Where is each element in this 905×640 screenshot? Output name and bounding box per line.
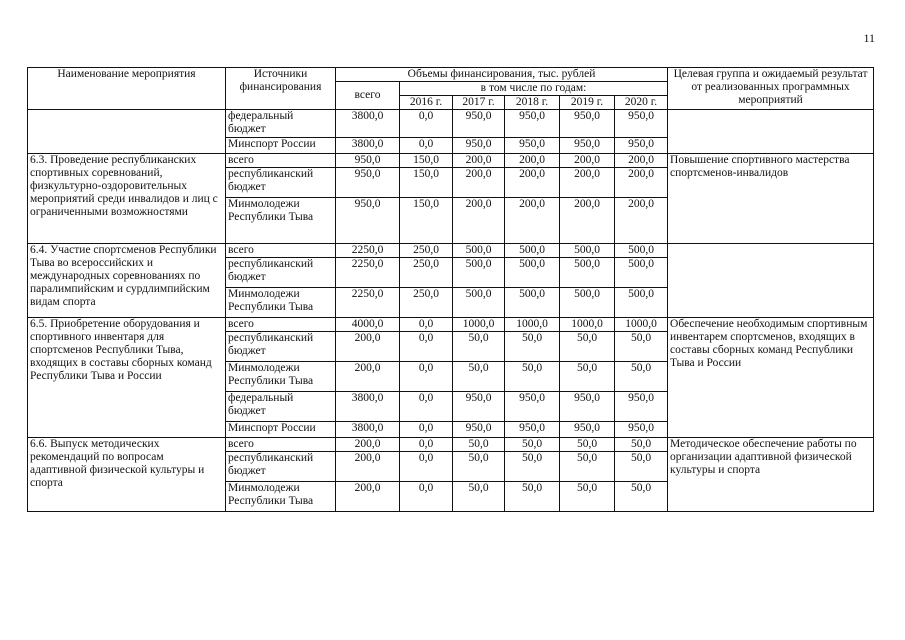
year-value-cell: 500,0 (453, 244, 505, 258)
year-value-cell: 50,0 (615, 482, 668, 512)
year-value-cell: 50,0 (505, 362, 560, 392)
year-value-cell: 150,0 (400, 198, 453, 244)
year-value-cell: 50,0 (615, 362, 668, 392)
funding-source-cell: республиканский бюджет (226, 258, 336, 288)
year-value-cell: 50,0 (560, 482, 615, 512)
year-value-cell: 950,0 (615, 392, 668, 422)
year-value-cell: 950,0 (615, 138, 668, 154)
header-year: 2019 г. (560, 96, 615, 110)
goal-cell (668, 244, 874, 318)
year-value-cell: 0,0 (400, 110, 453, 138)
table-row (28, 154, 874, 168)
year-value-cell: 50,0 (505, 438, 560, 452)
funding-source-cell: Минмолодежи Республики Тыва (226, 482, 336, 512)
activity-name-cell: 6.4. Участие спортсменов Республики Тыва во всероссийских и международных соревнованиях по паралимпийским и сурдлимпийским видам спорта (28, 244, 226, 318)
financing-table (27, 67, 874, 512)
funding-source-cell: Минмолодежи Республики Тыва (226, 198, 336, 244)
year-value-cell: 1000,0 (615, 318, 668, 332)
year-value-cell: 500,0 (615, 288, 668, 318)
total-cell: 2250,0 (336, 258, 400, 288)
funding-source-cell: республиканский бюджет (226, 168, 336, 198)
year-value-cell: 200,0 (560, 168, 615, 198)
year-value-cell: 50,0 (560, 452, 615, 482)
activity-name-cell: 6.3. Проведение республиканских спортивных соревнований, физкультурно-оздоровительных мероприятий среди инвалидов и лиц с ограниченными возможностями (28, 154, 226, 244)
year-value-cell: 500,0 (560, 258, 615, 288)
year-value-cell: 50,0 (560, 362, 615, 392)
funding-source-cell: Минспорт России (226, 138, 336, 154)
year-value-cell: 250,0 (400, 258, 453, 288)
year-value-cell: 500,0 (453, 258, 505, 288)
year-value-cell: 200,0 (615, 154, 668, 168)
total-cell: 3800,0 (336, 392, 400, 422)
page-number: 11 (863, 31, 875, 45)
year-value-cell: 500,0 (453, 288, 505, 318)
year-value-cell: 200,0 (453, 154, 505, 168)
total-cell: 200,0 (336, 438, 400, 452)
funding-source-cell: Минмолодежи Республики Тыва (226, 288, 336, 318)
funding-source-cell: федеральный бюджет (226, 392, 336, 422)
year-value-cell: 200,0 (505, 168, 560, 198)
year-value-cell: 50,0 (453, 438, 505, 452)
year-value-cell: 950,0 (453, 392, 505, 422)
goal-cell: Методическое обеспечение работы по организации адаптивной физической культуры и спорта (668, 438, 874, 512)
year-value-cell: 0,0 (400, 438, 453, 452)
year-value-cell: 500,0 (505, 244, 560, 258)
total-cell: 2250,0 (336, 288, 400, 318)
year-value-cell: 0,0 (400, 422, 453, 438)
year-value-cell: 0,0 (400, 138, 453, 154)
year-value-cell: 950,0 (560, 422, 615, 438)
total-cell: 2250,0 (336, 244, 400, 258)
year-value-cell: 1000,0 (453, 318, 505, 332)
funding-source-cell: республиканский бюджет (226, 452, 336, 482)
table-row (28, 318, 874, 332)
year-value-cell: 500,0 (560, 288, 615, 318)
year-value-cell: 500,0 (505, 288, 560, 318)
total-cell: 200,0 (336, 482, 400, 512)
table-body (28, 110, 874, 512)
header-year: 2016 г. (400, 96, 453, 110)
funding-source-cell: Минспорт России (226, 422, 336, 438)
funding-source-cell: всего (226, 438, 336, 452)
year-value-cell: 50,0 (505, 452, 560, 482)
goal-cell (668, 110, 874, 154)
year-value-cell: 150,0 (400, 154, 453, 168)
year-value-cell: 0,0 (400, 392, 453, 422)
year-value-cell: 250,0 (400, 288, 453, 318)
year-value-cell: 0,0 (400, 332, 453, 362)
year-value-cell: 950,0 (505, 110, 560, 138)
year-value-cell: 1000,0 (560, 318, 615, 332)
year-value-cell: 0,0 (400, 318, 453, 332)
header-source: Источники финансирования (226, 68, 336, 110)
header-goal: Целевая группа и ожидаемый результат от реализованных программных мероприятий (668, 68, 874, 110)
header-volume: Объемы финансирования, тыс. рублей (336, 68, 668, 82)
year-value-cell: 150,0 (400, 168, 453, 198)
activity-name-cell: 6.6. Выпуск методических рекомендаций по вопросам адаптивной физической культуры и спорта (28, 438, 226, 512)
funding-source-cell: всего (226, 244, 336, 258)
year-value-cell: 950,0 (453, 422, 505, 438)
funding-source-cell: республиканский бюджет (226, 332, 336, 362)
year-value-cell: 50,0 (505, 482, 560, 512)
year-value-cell: 500,0 (505, 258, 560, 288)
total-cell: 200,0 (336, 362, 400, 392)
year-value-cell: 50,0 (560, 332, 615, 362)
activity-name-cell: 6.5. Приобретение оборудования и спортивного инвентаря для спортсменов Республики Тыва, входящих в составы сборных команд Республики Тыва и России (28, 318, 226, 438)
year-value-cell: 50,0 (615, 438, 668, 452)
header-year: 2017 г. (453, 96, 505, 110)
year-value-cell: 200,0 (453, 168, 505, 198)
total-cell: 3800,0 (336, 138, 400, 154)
year-value-cell: 950,0 (615, 110, 668, 138)
year-value-cell: 0,0 (400, 362, 453, 392)
total-cell: 950,0 (336, 154, 400, 168)
year-value-cell: 950,0 (505, 422, 560, 438)
year-value-cell: 50,0 (560, 438, 615, 452)
year-value-cell: 500,0 (560, 244, 615, 258)
total-cell: 200,0 (336, 452, 400, 482)
year-value-cell: 50,0 (453, 452, 505, 482)
funding-source-cell: федеральный бюджет (226, 110, 336, 138)
year-value-cell: 200,0 (615, 168, 668, 198)
year-value-cell: 50,0 (615, 452, 668, 482)
header-name: Наименование мероприятия (28, 68, 226, 110)
year-value-cell: 200,0 (560, 198, 615, 244)
total-cell: 3800,0 (336, 422, 400, 438)
year-value-cell: 950,0 (615, 422, 668, 438)
year-value-cell: 950,0 (560, 138, 615, 154)
year-value-cell: 50,0 (453, 362, 505, 392)
header-total: всего (336, 82, 400, 110)
year-value-cell: 200,0 (560, 154, 615, 168)
year-value-cell: 950,0 (505, 392, 560, 422)
year-value-cell: 0,0 (400, 482, 453, 512)
year-value-cell: 950,0 (453, 110, 505, 138)
year-value-cell: 50,0 (615, 332, 668, 362)
year-value-cell: 50,0 (453, 332, 505, 362)
table-row (28, 438, 874, 452)
goal-cell: Обеспечение необходимым спортивным инвентарем спортсменов, входящих в составы сборных команд Республики Тыва и России (668, 318, 874, 438)
year-value-cell: 200,0 (453, 198, 505, 244)
year-value-cell: 950,0 (560, 110, 615, 138)
activity-name-cell (28, 110, 226, 154)
year-value-cell: 500,0 (615, 244, 668, 258)
funding-source-cell: Минмолодежи Республики Тыва (226, 362, 336, 392)
year-value-cell: 950,0 (453, 138, 505, 154)
year-value-cell: 50,0 (453, 482, 505, 512)
header-year: 2020 г. (615, 96, 668, 110)
header-by-years: в том числе по годам: (400, 82, 668, 96)
header-year: 2018 г. (505, 96, 560, 110)
year-value-cell: 1000,0 (505, 318, 560, 332)
year-value-cell: 200,0 (505, 154, 560, 168)
year-value-cell: 950,0 (560, 392, 615, 422)
funding-source-cell: всего (226, 318, 336, 332)
year-value-cell: 200,0 (505, 198, 560, 244)
funding-source-cell: всего (226, 154, 336, 168)
table-row (28, 244, 874, 258)
year-value-cell: 950,0 (505, 138, 560, 154)
year-value-cell: 250,0 (400, 244, 453, 258)
year-value-cell: 500,0 (615, 258, 668, 288)
table-row (28, 110, 874, 138)
goal-cell: Повышение спортивного мастерства спортсменов-инвалидов (668, 154, 874, 244)
year-value-cell: 200,0 (615, 198, 668, 244)
total-cell: 4000,0 (336, 318, 400, 332)
total-cell: 950,0 (336, 198, 400, 244)
year-value-cell: 50,0 (505, 332, 560, 362)
total-cell: 950,0 (336, 168, 400, 198)
total-cell: 200,0 (336, 332, 400, 362)
total-cell: 3800,0 (336, 110, 400, 138)
year-value-cell: 0,0 (400, 452, 453, 482)
